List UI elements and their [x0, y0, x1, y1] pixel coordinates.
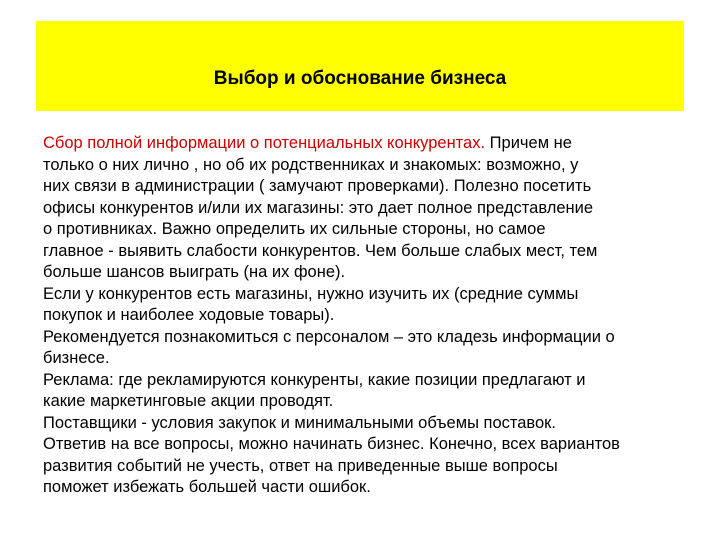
- text-line: Поставщики - условия закупок и минимальными объемы поставок.: [43, 413, 556, 432]
- paragraph-conclusion: [43, 434, 693, 499]
- paragraph-competitor-research: [43, 133, 693, 284]
- text-line: главное - выявить слабости конкурентов. Чем больше слабых мест, тем: [43, 241, 598, 260]
- paragraph-staff: [43, 327, 693, 370]
- text-line: поможет избежать большей части ошибок.: [43, 478, 371, 496]
- text-line: развития событий не учесть, ответ на приведенные выше вопросы: [43, 456, 558, 475]
- text-line: о противниках. Важно определить их сильные стороны, но самое: [43, 220, 546, 238]
- text-line: покупок и наиболее ходовые товары).: [43, 306, 335, 324]
- text-line: Ответив на все вопросы, можно начинать бизнес. Конечно, всех вариантов: [43, 435, 620, 453]
- text-line: больше шансов выиграть (на их фоне).: [43, 263, 346, 281]
- paragraph-suppliers: [43, 413, 693, 435]
- text-line: Реклама: где рекламируются конкуренты, какие позиции предлагают и: [43, 370, 586, 389]
- paragraph-competitor-stores: [43, 284, 693, 327]
- slide-title: Выбор и обоснование бизнеса: [213, 68, 507, 89]
- text-line: Рекомендуется познакомиться с персоналом – это кладезь информации о: [43, 327, 615, 346]
- text-line: Сбор полной информации о потенциальных конкурентах. Причем не: [43, 134, 572, 152]
- paragraph-advertising: [43, 370, 693, 413]
- text-line: бизнесе.: [43, 349, 110, 367]
- text-line: них связи в администрации ( замучают проверками). Полезно посетить: [43, 177, 592, 195]
- text-line: Если у конкурентов есть магазины, нужно изучить их (средние суммы: [43, 284, 579, 303]
- text-line: только о них лично , но об их родственниках и знакомых: возможно, у: [43, 155, 579, 174]
- text-line: офисы конкурентов и/или их магазины: это дает полное представление: [43, 198, 594, 217]
- slide-body: [43, 133, 693, 499]
- title-band: [36, 21, 684, 111]
- text-line: какие маркетинговые акции проводят.: [43, 392, 334, 410]
- highlighted-phrase: Сбор полной информации о потенциальных конкурентах.: [43, 134, 486, 152]
